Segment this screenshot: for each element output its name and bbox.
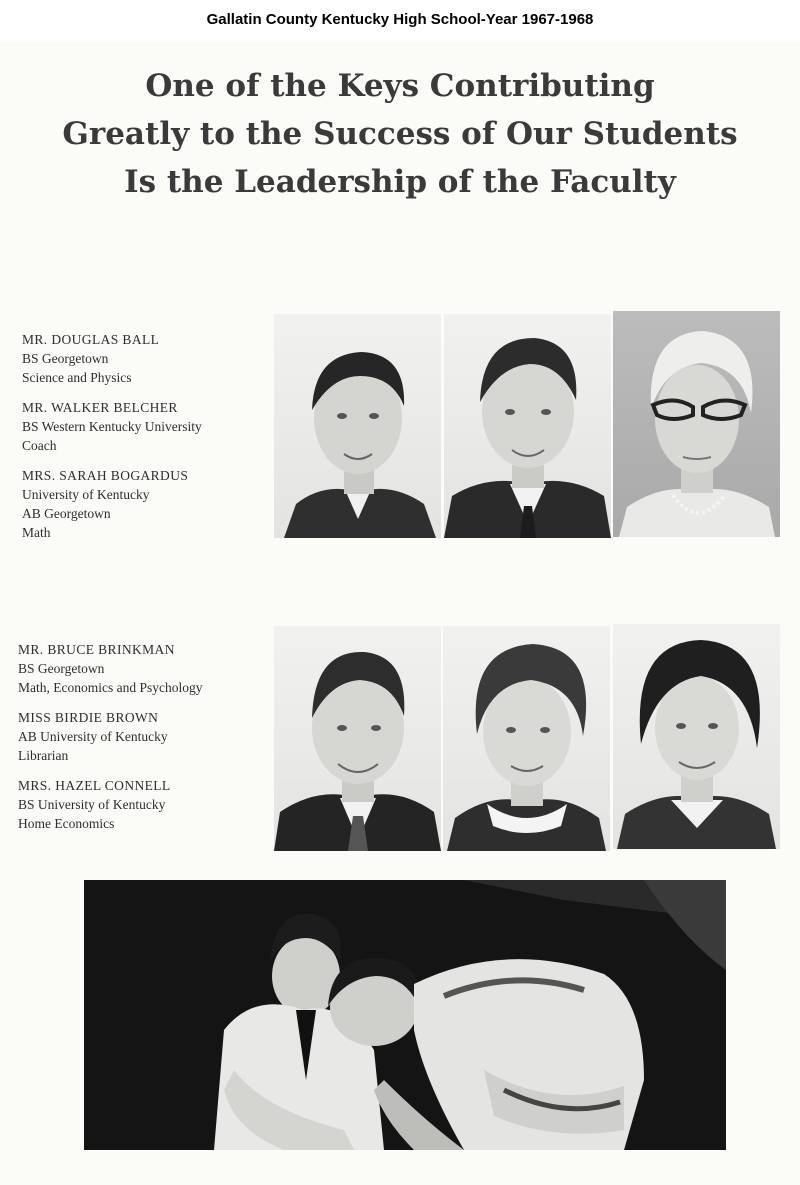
faculty-detail: AB University of Kentucky	[18, 729, 168, 744]
page-banner	[0, 0, 800, 42]
faculty-detail: Science and Physics	[22, 370, 132, 385]
portrait-douglas-ball	[274, 314, 441, 538]
faculty-detail: BS University of Kentucky	[18, 797, 166, 812]
faculty-roster-2	[18, 640, 202, 844]
headline-line-3: Is the Leadership of the Faculty	[124, 164, 676, 200]
faculty-detail: Coach	[22, 438, 57, 453]
faculty-name: MISS BIRDIE BROWN	[18, 710, 159, 725]
headline-line-1: One of the Keys Contributing	[145, 68, 655, 104]
headline-line-2: Greatly to the Success of Our Students	[62, 116, 738, 152]
faculty-detail: Librarian	[18, 748, 69, 763]
faculty-detail: Math, Economics and Psychology	[18, 680, 203, 695]
portrait-walker-belcher	[444, 314, 611, 538]
faculty-detail: Math	[22, 525, 51, 540]
faculty-name: MR. DOUGLAS BALL	[22, 332, 160, 347]
faculty-entry	[22, 330, 202, 387]
faculty-name: MRS. HAZEL CONNELL	[18, 778, 171, 793]
faculty-name: MRS. SARAH BOGARDUS	[22, 468, 189, 483]
portrait-sarah-bogardus	[613, 311, 780, 537]
portrait-hazel-connell	[613, 624, 780, 849]
faculty-detail: Home Economics	[18, 816, 115, 831]
banner-title: Gallatin County Kentucky High School-Year 1967-1968	[206, 11, 594, 28]
faculty-name: MR. WALKER BELCHER	[22, 400, 178, 415]
faculty-roster-1	[22, 330, 202, 553]
portrait-bruce-brinkman	[274, 626, 441, 851]
candid-basketball-photo	[84, 880, 726, 1150]
faculty-entry	[18, 640, 202, 697]
faculty-detail: BS Georgetown	[18, 661, 105, 676]
portrait-birdie-brown	[443, 626, 610, 851]
faculty-name: MR. BRUCE BRINKMAN	[18, 642, 175, 657]
faculty-detail: BS Georgetown	[22, 351, 109, 366]
faculty-detail: University of Kentucky	[22, 487, 150, 502]
page-headline	[0, 62, 800, 206]
faculty-entry	[22, 398, 202, 455]
faculty-entry	[22, 466, 202, 542]
faculty-entry	[18, 776, 202, 833]
faculty-detail: BS Western Kentucky University	[22, 419, 202, 434]
faculty-entry	[18, 708, 202, 765]
faculty-detail: AB Georgetown	[22, 506, 111, 521]
